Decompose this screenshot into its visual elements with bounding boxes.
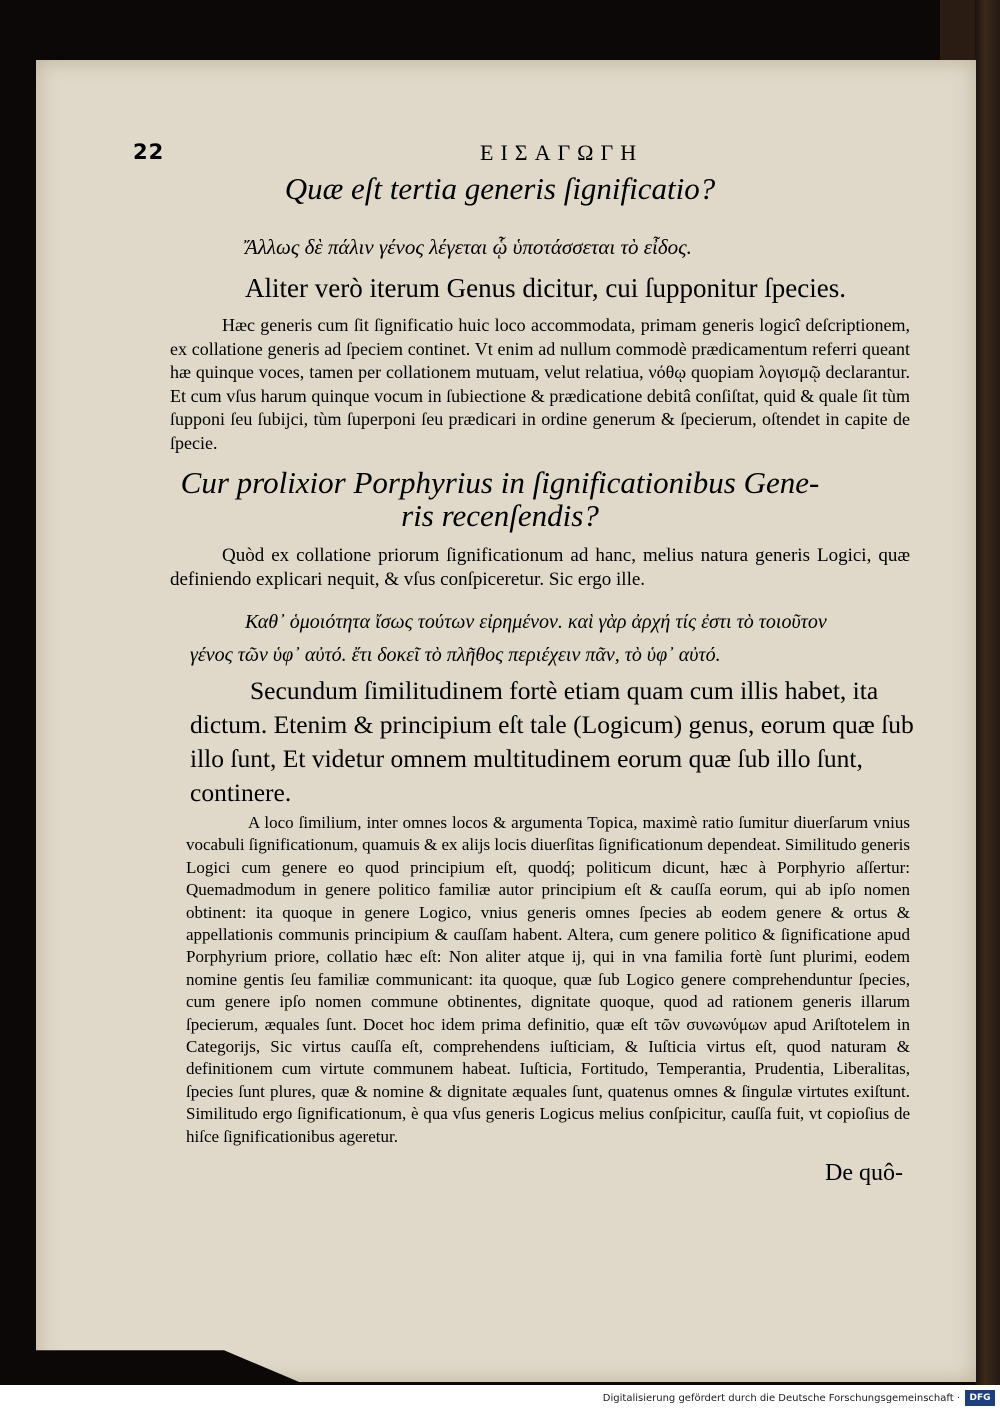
page-number: 22 bbox=[133, 140, 165, 164]
latin-translation-2-line1: Secundum ſimilitudinem fortè etiam quam cum illis habet, ita bbox=[250, 676, 879, 705]
digitization-footer bbox=[0, 1385, 1000, 1412]
commentary-3 bbox=[186, 812, 910, 1148]
question-heading-1: Quæ eſt tertia generis ſignificatio? bbox=[284, 171, 716, 206]
question-heading-2-line1: Cur prolixior Porphyrius in ſignificationibus Gene- bbox=[180, 465, 820, 500]
latin-translation-2-line4: continere. bbox=[190, 778, 292, 807]
commentary-1 bbox=[170, 314, 910, 456]
dfg-logo: DFG bbox=[965, 1390, 995, 1406]
commentary-paragraph: A loco ſimilium, inter omnes locos & argumenta Topica, maximè ratio ſumitur diuerſarum vnius vocabuli ſignificationum, quamuis & ex alijs locis diuerſitas ſignificationum dependeat. Similitudo generis Logici cum genere eo quod principium eſt, quodq́; politicum dicunt, hæc à Porphyrio aſſertur: Quemadmodum in genere politico familiæ autor principium eſt & cauſſa eorum, qui ab ipſo nomen obtinent: ita quoque in genere Logico, vnius generis omnes ſpecies ab eodem genere & ortus & appellationis communis principium & cauſſam habent. Altera, cum genere politico & ſignificatione apud Porphyrium priore, collatio hæc eſt: Non aliter atque ij, qui in vna familia fortè ſunt plurimi, eodem nomine gentis ſeu familiæ communicant: ita quoque, quæ ſub Logico genere comprehenduntur ſpecies, cum genere ipſo nomen commune obtinentes, dignitate quoque, quod ad rationem generis illarum ſpecierum, æquales ſunt. Docet hoc idem prima definitio, quæ eſt τῶν συνωνύμων apud Ariſtotelem in Categorijs, Sic virtus cauſſa eſt, comprehendens iuſticiam, & Iuſticia virtus eſt, quod naturam & definitionem cum virtute communem habeat. Iuſticia, Fortitudo, Temperantia, Prudentia, Liberalitas, ſpecies ſunt plures, quæ & nomine & dignitate æquales ſunt, quatenus omnes & ſingulæ virtutes exiſtunt. Similitudo ergo ſignificationum, è qua vſus generis Logicus melius conſpicitur, cauſſa fuit, vt copioſius de hiſce ſignificationibus ageretur. bbox=[186, 813, 910, 1146]
question-heading-2-line2: ris recenſendis? bbox=[401, 498, 599, 533]
running-head: ΕΙΣΑΓΩΓΗ bbox=[480, 140, 644, 165]
commentary-2 bbox=[170, 544, 910, 592]
greek-text-2-line2: γένος τῶν ὑφ᾽ αὐτό. ἔτι δοκεῖ τὸ πλῆθος περιέχειν πᾶν, τὸ ὑφ᾽ αὐτό. bbox=[190, 644, 721, 666]
scan-edge-top bbox=[940, 0, 980, 60]
greek-text-1: Ἄλλως δὲ πάλιν γένος λέγεται ᾧ ὑποτάσσεται τὸ εἶδος. bbox=[245, 235, 692, 259]
commentary-paragraph: Quòd ex collatione priorum ſignificationum ad hanc, melius natura generis Logici, quæ definiendo explicari nequit, & vſus conſpiceretur. Sic ergo ille. bbox=[170, 545, 910, 590]
latin-translation-2-line2: dictum. Etenim & principium eſt tale (Logicum) genus, eorum quæ ſub bbox=[190, 710, 914, 739]
latin-translation-2-line3: illo ſunt, Et videtur omnem multitudinem eorum quæ ſub illo ſunt, bbox=[190, 744, 863, 773]
footer-credit: Digitalisierung gefördert durch die Deutsche Forschungsgemeinschaft · bbox=[602, 1393, 960, 1404]
latin-translation-1: Aliter verò iterum Genus dicitur, cui ſupponitur ſpecies. bbox=[245, 273, 847, 303]
greek-text-2-line1: Καθ᾽ ὁμοιότητα ἴσως τούτων εἰρημένον. καὶ γὰρ ἀρχή τίς ἐστι τὸ τοιοῦτον bbox=[245, 611, 827, 633]
catchword: De quô- bbox=[825, 1160, 903, 1186]
commentary-paragraph: Hæc generis cum ſit ſignificatio huic loco accommodata, primam generis logicî deſcriptionem, ex collatione generis ad ſpeciem continet. Vt enim ad nullum commodè prædicamentum referri queant hæ quinque voces, tamen per collationem mutuam, velut relatiua, νόθῳ quopiam λογισμῷ declarantur. Et cum vſus harum quinque vocum in ſubiectione & prædicatione debitâ conſiſtat, quid & quale ſit tùm ſupponi ſeu ſubijci, tùm ſuperponi ſeu prædicari in ordine generum & ſpecierum, oſtendet in capite de ſpecie. bbox=[170, 315, 910, 453]
